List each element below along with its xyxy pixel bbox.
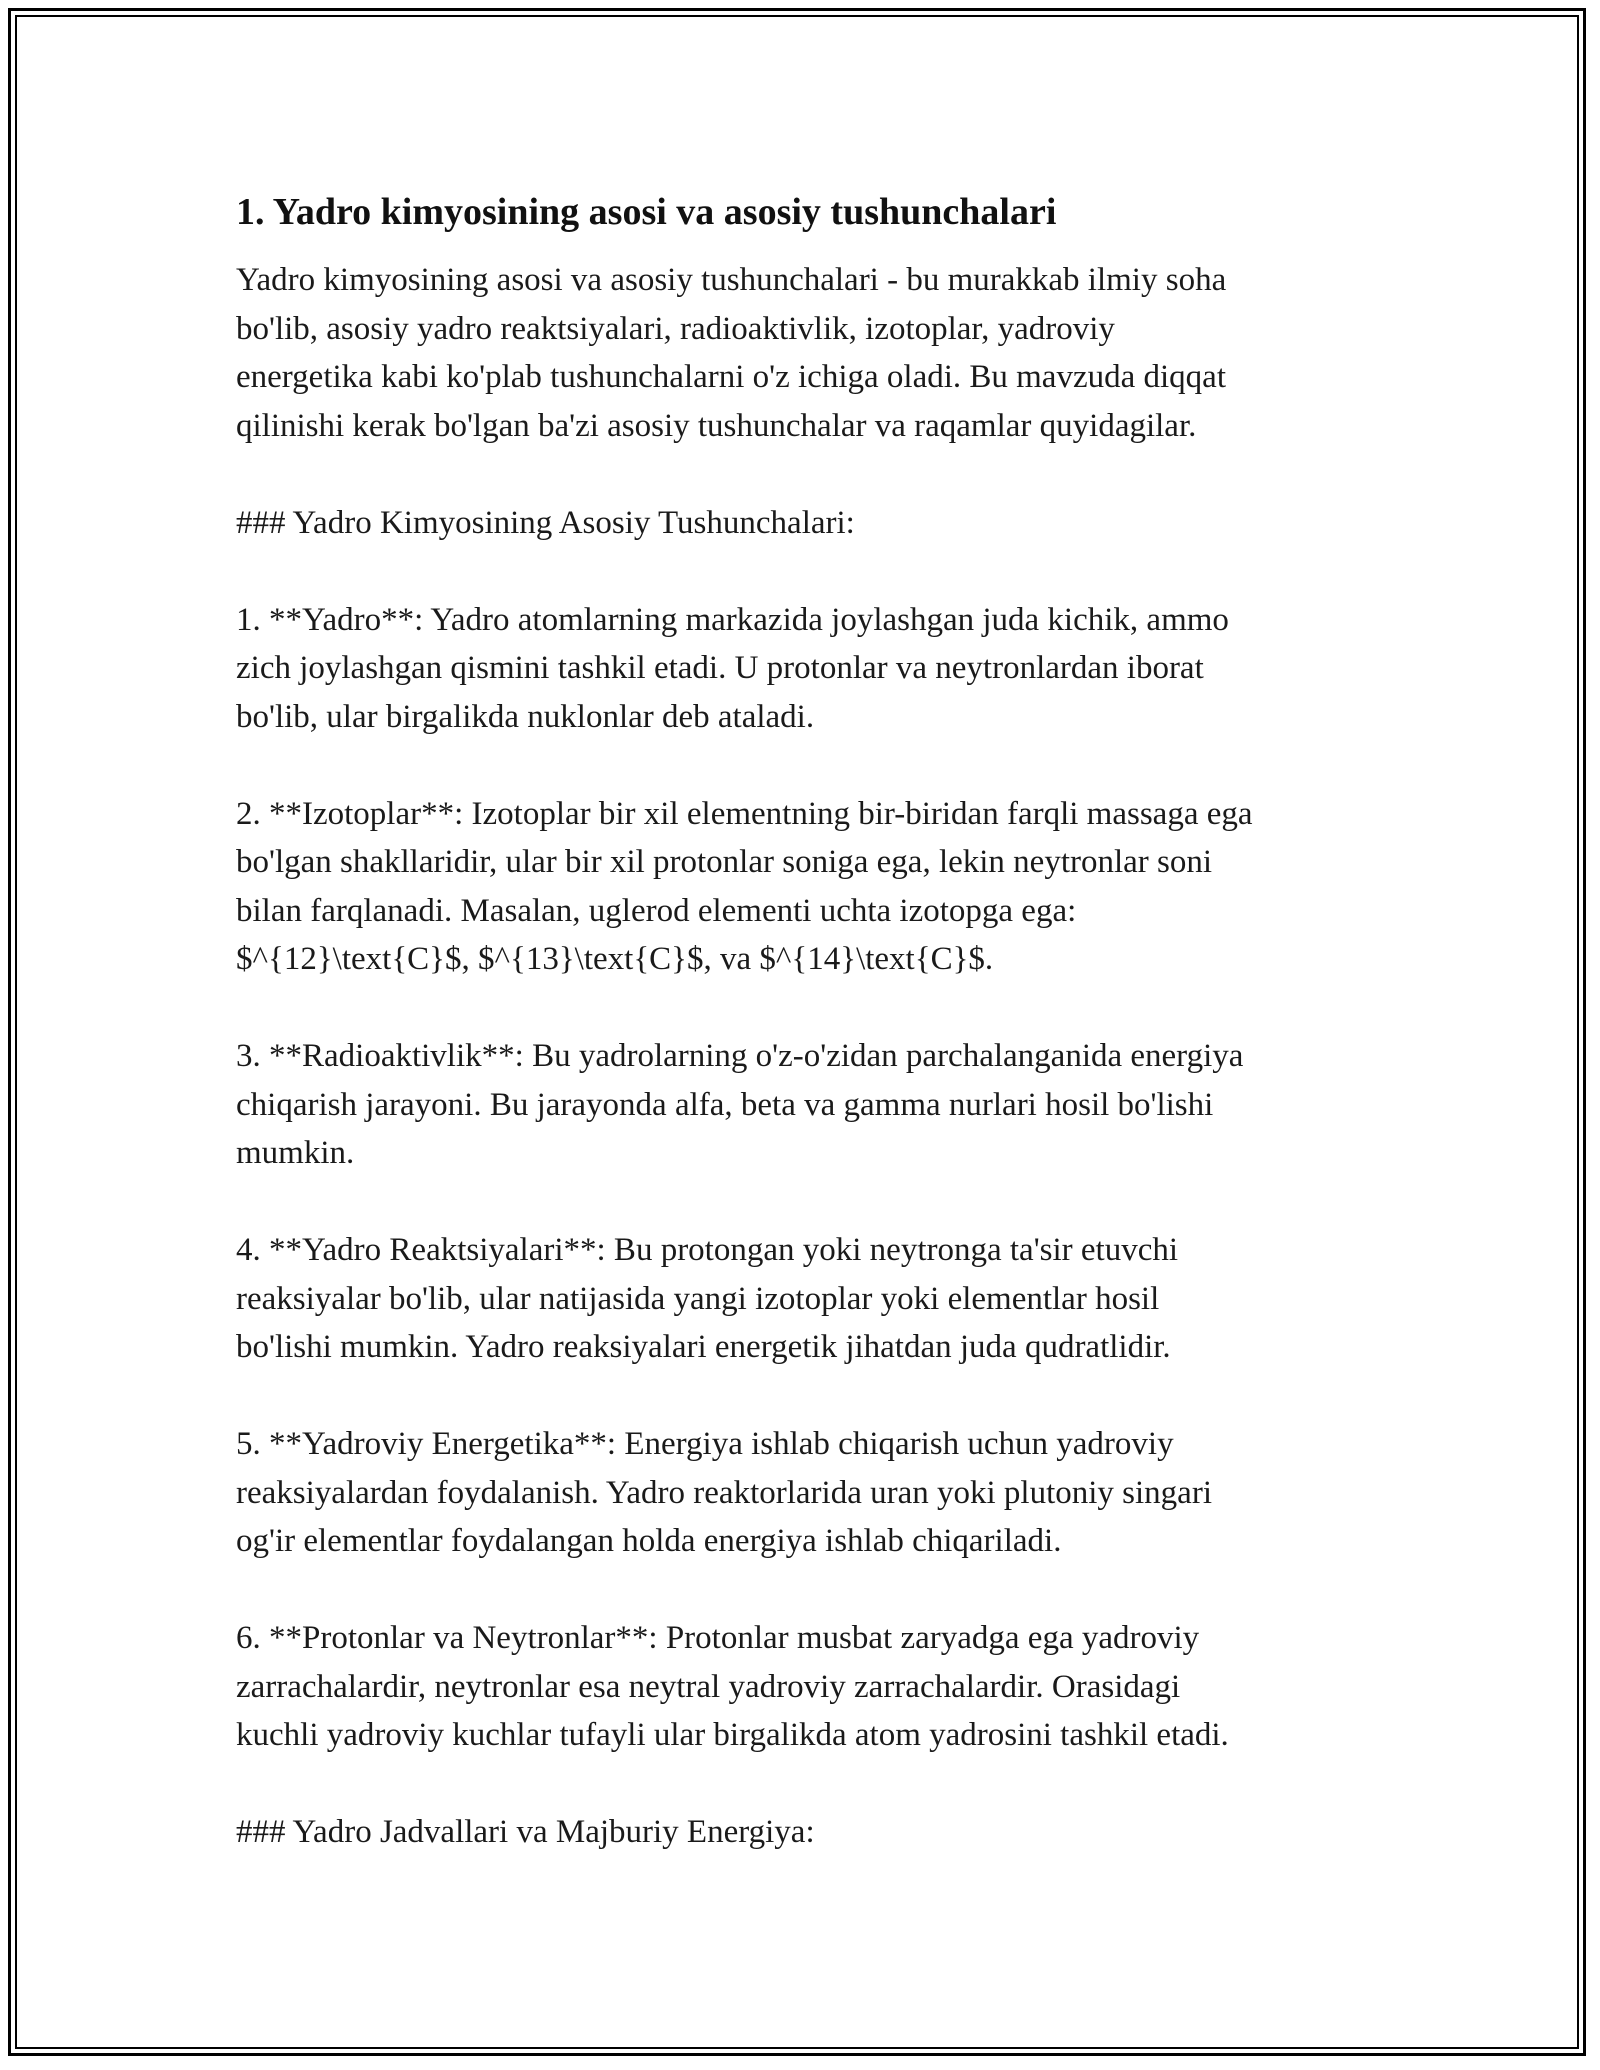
list-item-protonlar-neytronlar: 6. **Protonlar va Neytronlar**: Protonlar musbat zaryadga ega yadroviy zarrachalardir, neytronlar esa neytral yadroviy zarrachalardir. Orasidagi kuchli yadroviy kuchlar tufayli ular birgalikda atom yadrosini tashkil etadi. <box>236 1620 1229 1753</box>
document-body <box>236 186 1386 1905</box>
list-item-yadro: 1. **Yadro**: Yadro atomlarning markazida joylashgan juda kichik, ammo zich joylashgan qismini tashkil etadi. U protonlar va neytronlardan iborat bo'lib, ular birgalikda nuklonlar deb ataladi. <box>236 601 1229 735</box>
list-item-yadro-reaktsiyalari: 4. **Yadro Reaktsiyalari**: Bu protongan yoki neytronga ta'sir etuvchi reaksiyalar bo'lib, ular natijasida yangi izotoplar yoki elementlar hosil bo'lishi mumkin. Yadro reaksiyalari energetik jihatdan juda qudratlidir. <box>236 1232 1179 1365</box>
section-heading: 1. Yadro kimyosining asosi va asosiy tushunchalari <box>236 191 1057 233</box>
subheading-basic-concepts: ### Yadro Kimyosining Asosiy Tushunchalari: <box>236 504 855 541</box>
intro-paragraph: Yadro kimyosining asosi va asosiy tushunchalari - bu murakkab ilmiy soha bo'lib, asosiy yadro reaktsiyalari, radioaktivlik, izotoplar, yadroviy energetika kabi ko'plab tushunchalarni o'z ichiga oladi. Bu mavzuda diqqat qilinishi kerak bo'lgan ba'zi asosiy tushunchalar va raqamlar quyidagilar. <box>236 262 1227 444</box>
list-item-yadroviy-energetika: 5. **Yadroviy Energetika**: Energiya ishlab chiqarish uchun yadroviy reaksiyalardan foydalanish. Yadro reaktorlarida uran yoki plutoniy singari og'ir elementlar foydalangan holda energiya ishlab chiqariladi. <box>236 1426 1212 1559</box>
list-item-radioaktivlik: 3. **Radioaktivlik**: Bu yadrolarning o'z-o'zidan parchalanganida energiya chiqarish jarayoni. Bu jarayonda alfa, beta va gamma nurlari hosil bo'lishi mumkin. <box>236 1038 1244 1171</box>
list-item-izotoplar: 2. **Izotoplar**: Izotoplar bir xil elementning bir-biridan farqli massaga ega bo'lgan shakllaridir, ular bir xil protonlar soniga ega, lekin neytronlar soni bilan farqlanadi. Masalan, uglerod elementi uchta izotopga ega: $^{12}\text{C}$, $^{13}\text{C}$, va $^{14}\text{C}$. <box>236 795 1253 977</box>
subheading-tables-energy: ### Yadro Jadvallari va Majburiy Energiya: <box>236 1814 815 1850</box>
